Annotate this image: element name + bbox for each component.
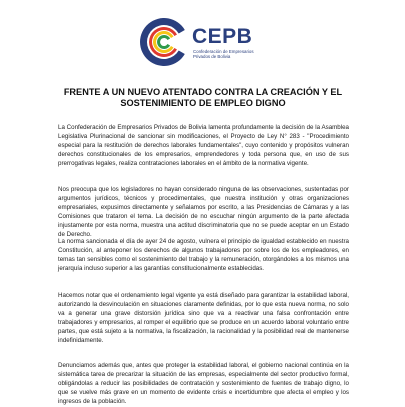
logo-subtitle bbox=[193, 49, 273, 59]
paragraph-4: Hacemos notar que el ordenamiento legal vigente ya está diseñado para garantizar la estabilidad laboral, autorizando la desvinculación en situaciones claramente definidas, por lo que esta nueva norma, no solo va a generar una grave distorsión jurídica sino que va a reactivar una falsa confrontación entre trabajadores y empresarios, al romper el equilibrio que se produce en un acuerdo laboral voluntario entre partes, que está sujeto a la normativa, la fiscalización, la racionalidad y la posibilidad real de mantenerse indefinidamente. bbox=[58, 292, 349, 344]
title-line-2: SOSTENIMIENTO DE EMPLEO DIGNO bbox=[120, 98, 286, 108]
logo-subtitle-line2: Privados de Bolivia bbox=[193, 54, 231, 59]
paragraph-3: La norma sancionada el día de ayer 24 de agosto, vulnera el principio de igualdad establecido en nuestra Constitución, al anteponer los derechos de algunos trabajadores por sobre los de los empleadores, en temas tan sensibles como el sostenimiento del trabajo y la remuneración, otorgándoles a los mismos una jerarquía incluso superior a las garantías constitucionalmente establecidas. bbox=[58, 238, 349, 272]
logo-arc-navy bbox=[140, 18, 185, 66]
paragraph-5: Denunciamos además que, antes que proteger la estabilidad laboral, el gobierno nacional continúa en la sistemática tarea de precarizar la situación de las empresas, especialmente del sector productivo formal, obligándolas a reducir las posibilidades de contratación y sostenimiento de fuentes de trabajo digno, lo que se vuelve más grave en un momento de evidente crisis e incertidumbre que afecta el empleo y los ingresos de la población. bbox=[58, 362, 349, 405]
logo-arc-green bbox=[157, 35, 170, 49]
paragraph-1: La Confederación de Empresarios Privados de Bolivia lamenta profundamente la decisión de la Asamblea Legislativa Plurinacional de sancionar sin modificaciones, el Proyecto de Ley N° 283 - "Procedimiento especial para la restitución de derechos laborales fundamentales", cuyo contenido y propósitos vulneran derechos constitucionales de los empresarios, emprendedores y toda persona que, en uso de sus prerrogativas legales, realiza contrataciones laborales en el ámbito de la normativa vigente. bbox=[58, 124, 349, 167]
logo-arc-yellow bbox=[153, 31, 174, 53]
cepb-logo-mark bbox=[138, 16, 190, 68]
document-title bbox=[60, 87, 346, 109]
cepb-logo bbox=[138, 14, 276, 74]
title-line-1: FRENTE A UN NUEVO ATENTADO CONTRA LA CREACIÓN Y EL bbox=[63, 87, 343, 97]
logo-subtitle-line1: Confederación de Empresarios bbox=[193, 49, 254, 54]
logo-name: CEPB bbox=[192, 25, 253, 48]
paragraph-2: Nos preocupa que los legisladores no hayan considerado ninguna de las observaciones, sustentadas por argumentos jurídicos, técnicos y procedimentales, que nuestra institución y otras organizaciones empresariales, expusimos directamente y señalamos por escrito, a las Presidencias de Cámaras y a las Comisiones que trataron el tema. La decisión de no escuchar ningún argumento de la parte afectada injustamente por esta norma, muestra una actitud discriminatoria que no se puede aceptar en un Estado de Derecho. bbox=[58, 186, 349, 238]
